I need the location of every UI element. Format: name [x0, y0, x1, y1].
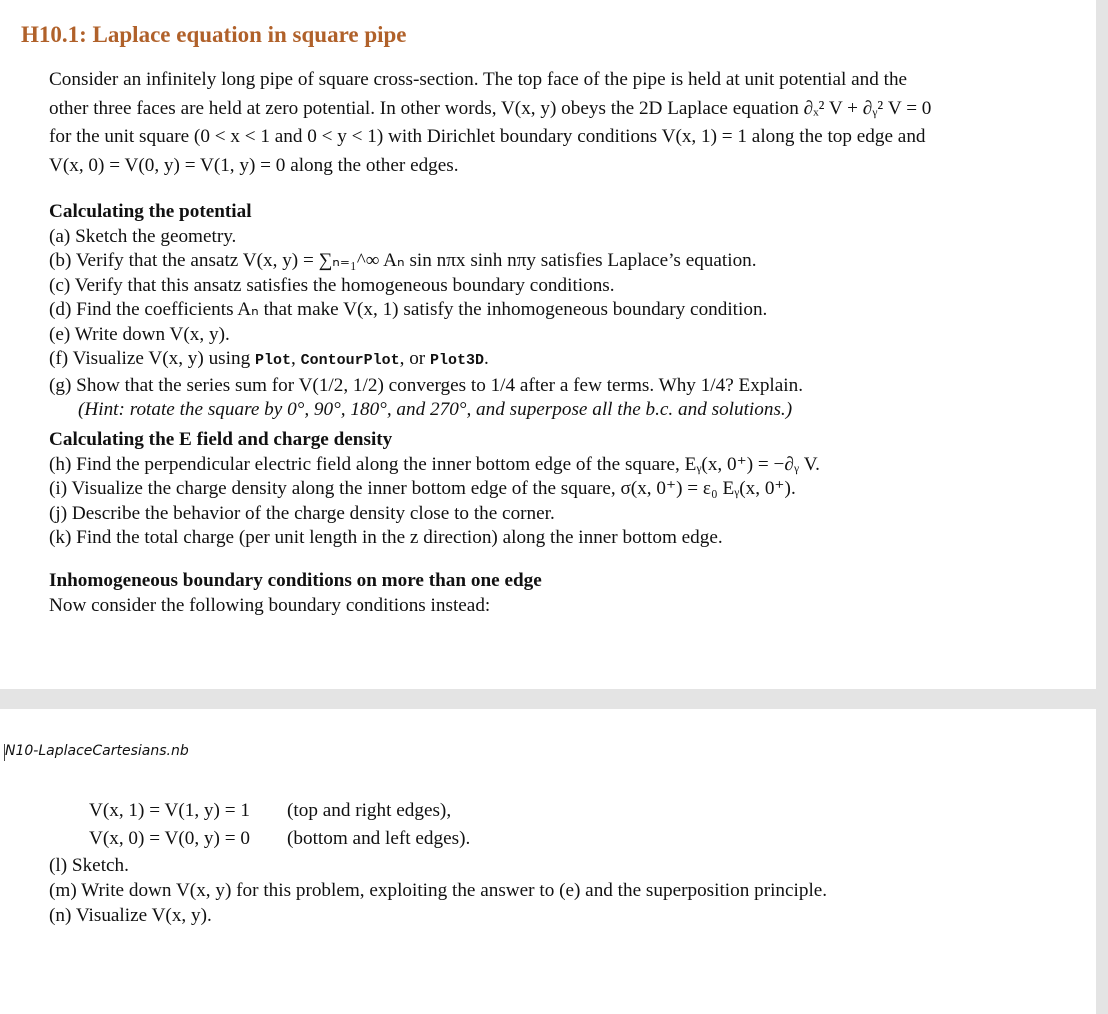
code-plot: Plot: [254, 352, 291, 369]
question-item: (b) Verify that the ansatz V(x, y) = ∑ₙ₌₁^∞ Aₙ sin nπx sinh nπy satisfies Laplace’s equation.: [49, 250, 757, 271]
question-item: (n) Visualize V(x, y).: [49, 905, 212, 926]
problem-statement: [49, 66, 1009, 180]
section-efield: [49, 428, 820, 551]
statement-line: for the unit square (0 < x < 1 and 0 < y < 1) with Dirichlet boundary conditions V(x, 1) = 1 along the top edge and: [49, 126, 926, 147]
question-item: (c) Verify that this ansatz satisfies the homogeneous boundary conditions.: [49, 274, 615, 296]
question-item: (e) Write down V(x, y).: [49, 323, 230, 345]
question-item: (g) Show that the series sum for V(1/2, 1/2) converges to 1/4 after a few terms. Why 1/4? Explain.: [49, 374, 803, 396]
question-item: (l) Sketch.: [49, 855, 129, 876]
bc-equation: V(x, 0) = V(0, y) = 0: [89, 828, 250, 849]
statement-line: Consider an infinitely long pipe of square cross-section. The top face of the pipe is held at unit potential and the: [49, 69, 908, 90]
question-item: [49, 347, 803, 374]
section-potential: [49, 200, 803, 423]
section-heading: Calculating the E field and charge density: [49, 429, 393, 450]
question-item: (a) Sketch the geometry.: [49, 225, 237, 247]
separator: ,: [290, 348, 301, 369]
statement-line: other three faces are held at zero potential. In other words, V(x, y) obeys the 2D Laplace equation ∂ₓ² V + ∂ᵧ² V = 0: [49, 97, 932, 119]
section-inhomogeneous: [49, 569, 542, 618]
code-contourplot: ContourPlot: [300, 352, 400, 369]
bc-description: (top and right edges),: [287, 800, 452, 821]
question-item: (j) Describe the behavior of the charge density close to the corner.: [49, 502, 555, 524]
section-text: Now consider the following boundary conditions instead:: [49, 594, 491, 616]
question-item: (k) Find the total charge (per unit length in the z direction) along the inner bottom edge.: [49, 527, 723, 548]
statement-line: V(x, 0) = V(0, y) = V(1, y) = 0 along the other edges.: [49, 154, 459, 176]
question-item: (m) Write down V(x, y) for this problem, exploiting the answer to (e) and the superposition principle.: [49, 880, 828, 901]
bc-equation: V(x, 1) = V(1, y) = 1: [89, 800, 250, 821]
hint-text: (Hint: rotate the square by 0°, 90°, 180°, and 270°, and superpose all the b.c. and solutions.): [78, 399, 793, 420]
question-item: (i) Visualize the charge density along the inner bottom edge of the square, σ(x, 0⁺) = ε₀ Eᵧ(x, 0⁺).: [49, 478, 796, 499]
bc-description: (bottom and left edges).: [287, 828, 471, 849]
separator: , or: [399, 348, 430, 369]
section-heading: Calculating the potential: [49, 201, 252, 222]
boundary-equations: [89, 797, 250, 853]
question-item: (d) Find the coefficients Aₙ that make V(x, 1) satisfy the inhomogeneous boundary condition.: [49, 299, 768, 320]
item-f-text: (f) Visualize V(x, y) using: [49, 348, 255, 369]
final-questions: [49, 853, 827, 928]
question-item: (h) Find the perpendicular electric field along the inner bottom edge of the square, Eᵧ(x, 0⁺) = −∂ᵧ V.: [49, 453, 820, 475]
problem-title: H10.1: Laplace equation in square pipe: [21, 22, 407, 47]
separator: .: [484, 348, 489, 369]
section-heading: Inhomogeneous boundary conditions on more than one edge: [49, 570, 542, 591]
code-plot3d: Plot3D: [429, 352, 484, 369]
notebook-filename: N10-LaplaceCartesians.nb: [5, 743, 189, 759]
boundary-descriptions: [287, 797, 470, 853]
